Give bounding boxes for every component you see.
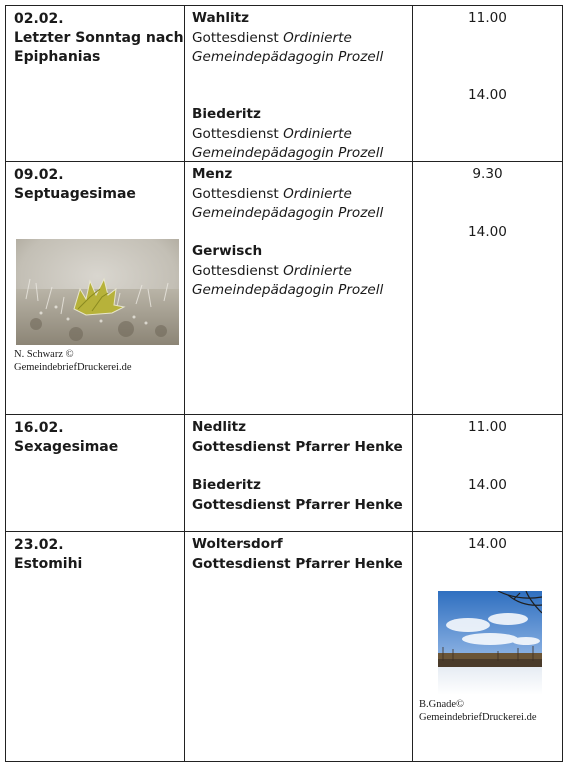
- service-time: 14.00: [468, 477, 507, 493]
- date-cell: [6, 415, 185, 532]
- time-cell: [413, 415, 563, 532]
- service-place: Gerwisch: [192, 243, 263, 259]
- sunday-name: Sexagesimae: [14, 439, 119, 455]
- time-cell: [413, 532, 563, 762]
- service-place: Wahlitz: [192, 10, 250, 26]
- table-row: [6, 6, 563, 162]
- service-place: Biederitz: [192, 106, 261, 122]
- service-leader-name: Gemeindepädagogin Prozell: [192, 282, 384, 298]
- date-cell: [6, 532, 185, 762]
- service-leader-name: Gemeindepädagogin Prozell: [192, 49, 384, 65]
- service-time: 14.00: [468, 87, 507, 103]
- service-place: Nedlitz: [192, 419, 247, 435]
- service-cell: [185, 532, 413, 762]
- service-detail: Gottesdienst Pfarrer Henke: [192, 438, 403, 455]
- service-date: 23.02.: [14, 537, 64, 553]
- service-leader: Gottesdienst Ordinierte: [192, 262, 352, 279]
- date-cell: [6, 6, 185, 162]
- photo-credit: N. Schwarz © GemeindebriefDruckerei.de: [14, 349, 132, 373]
- service-place: Biederitz: [192, 477, 261, 493]
- service-leader: Gottesdienst Ordinierte: [192, 185, 352, 202]
- table-row: [6, 415, 563, 532]
- service-place: Menz: [192, 166, 233, 182]
- service-date: 16.02.: [14, 420, 64, 436]
- service-leader-name: Gemeindepädagogin Prozell: [192, 145, 384, 161]
- sunday-name: Septuagesimae: [14, 186, 136, 202]
- time-cell: [413, 6, 563, 162]
- table-row: [6, 162, 563, 415]
- sunday-name: Epiphanias: [14, 49, 101, 65]
- service-place: Woltersdorf: [192, 536, 283, 552]
- service-time: 14.00: [468, 224, 507, 240]
- table-row: [6, 532, 563, 762]
- winter-lake-photo: [438, 591, 542, 695]
- service-leader-name: Gemeindepädagogin Prozell: [192, 205, 384, 221]
- service-time: 9.30: [472, 166, 503, 182]
- sunday-name: Estomihi: [14, 556, 83, 572]
- service-detail: Gottesdienst Pfarrer Henke: [192, 555, 403, 572]
- service-leader: Gottesdienst Ordinierte: [192, 125, 352, 142]
- service-cell: [185, 162, 413, 415]
- service-time: 11.00: [468, 419, 507, 435]
- service-date: 09.02.: [14, 167, 64, 183]
- service-leader: Gottesdienst Ordinierte: [192, 29, 352, 46]
- sunday-name: Letzter Sonntag nach: [14, 30, 184, 46]
- service-schedule-table: [5, 5, 563, 762]
- time-cell: [413, 162, 563, 415]
- service-detail: Gottesdienst Pfarrer Henke: [192, 496, 403, 513]
- service-cell: [185, 415, 413, 532]
- service-time: 11.00: [468, 10, 507, 26]
- service-cell: [185, 6, 413, 162]
- service-time: 14.00: [468, 536, 507, 552]
- frosted-leaf-photo: [16, 239, 179, 345]
- photo-credit: B.Gnade© GemeindebriefDruckerei.de: [419, 699, 537, 723]
- date-cell: [6, 162, 185, 415]
- service-date: 02.02.: [14, 11, 64, 27]
